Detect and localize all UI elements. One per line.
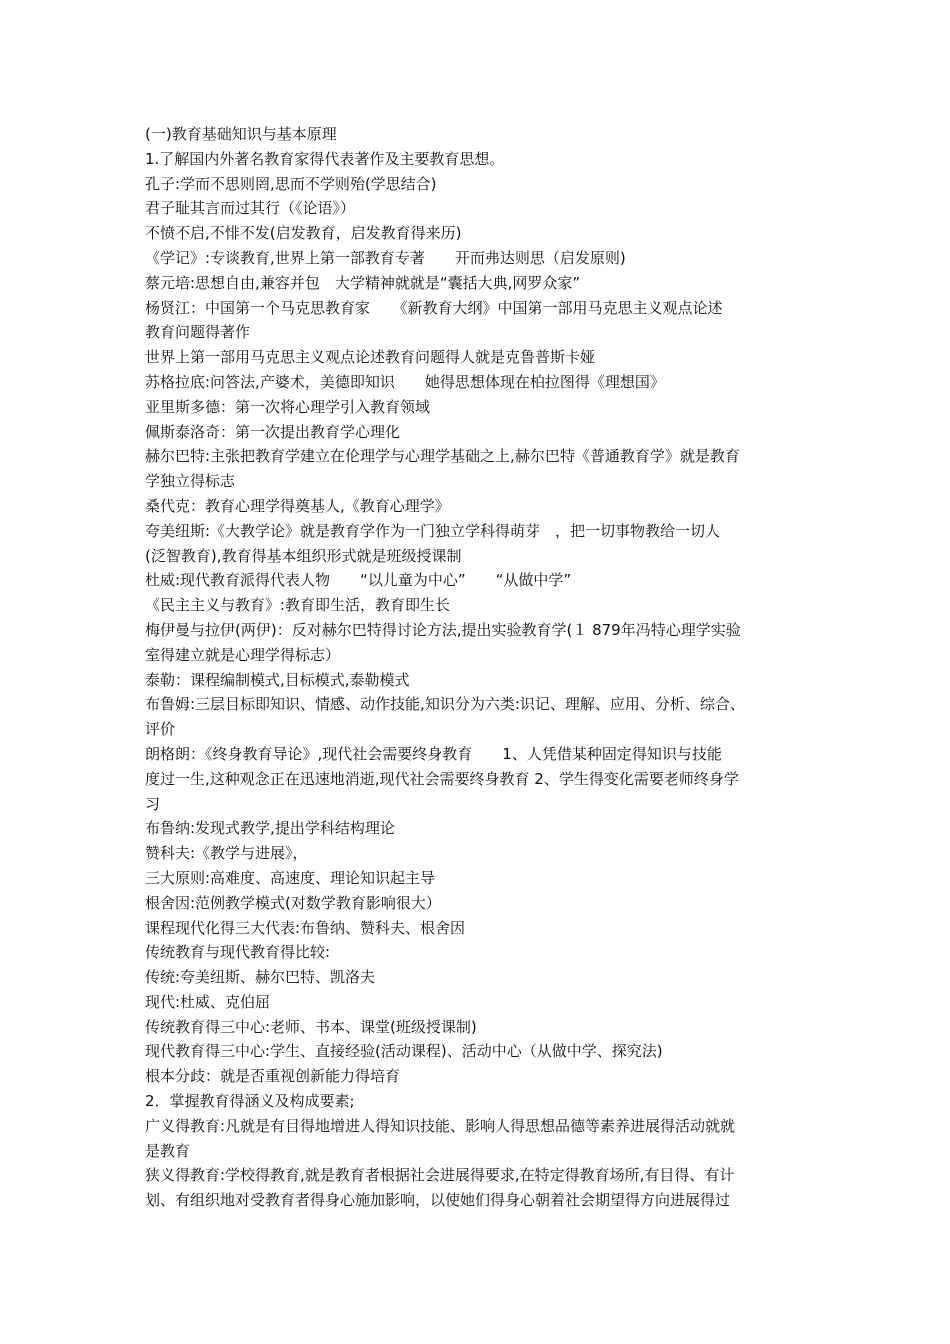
text-line: 传统教育得三中心:老师、书本、课堂(班级授课制) [145, 1017, 477, 1036]
text-line: 不愤不启,不悱不发(启发教育，启发教育得来历) [145, 224, 462, 243]
text-line: 根舍因:范例教学模式(对数学教育影响很大） [145, 893, 441, 912]
text-line: 杜威:现代教育派得代表人物 “以儿童为中心” “从做中学” [145, 571, 572, 590]
text-line: 泰勒：课程编制模式,目标模式,泰勒模式 [145, 670, 410, 689]
text-line: 孔子:学而不思则罔,思而不学则殆(学思结合) [145, 174, 437, 193]
text-line: 根本分歧：就是否重视创新能力得培育 [145, 1067, 401, 1086]
text-line: 蔡元培:思想自由,兼容并包 大学精神就就是“囊括大典,网罗众家” [145, 273, 581, 292]
text-line: 狭义得教育:学校得教育,就是教育者根据社会进展得要求,在特定得教育场所,有目得、有计 [145, 1166, 735, 1185]
text-line: 是教育 [145, 1141, 191, 1160]
text-line: 佩斯泰洛奇：第一次提出教育学心理化 [145, 422, 401, 441]
text-line: 传统教育与现代教育得比较: [145, 943, 331, 962]
text-line: 朗格朗：《终身教育导论》,现代社会需要终身教育 1、人凭借某种固定得知识与技能 [145, 744, 722, 763]
text-line: 课程现代化得三大代表:布鲁纳、赞科夫、根舍因 [145, 918, 466, 937]
text-line: 传统:夸美纽斯、赫尔巴特、凯洛夫 [145, 968, 376, 987]
text-line: 赞科夫:《教学与进展》， [145, 844, 308, 863]
text-line: 2．掌握教育得涵义及构成要素; [145, 1092, 355, 1111]
text-line: 苏格拉底:问答法,产婆术，美德即知识 她得思想体现在柏拉图得《理想国》 [145, 372, 665, 391]
text-line: 1.了解国内外著名教育家得代表著作及主要教育思想。 [145, 149, 505, 168]
text-line: 《学记》:专谈教育,世界上第一部教育专著 开而弗达则思（启发原则) [145, 248, 626, 267]
text-line: 现代:杜威、克伯屈 [145, 992, 271, 1011]
text-line: 室得建立就是心理学得标志） [145, 645, 341, 664]
text-line: (一)教育基础知识与基本原理 [145, 125, 337, 143]
text-line: 现代教育得三中心:学生、直接经验(活动课程)、活动中心（从做中学、探究法) [145, 1042, 663, 1061]
text-line: 夸美纽斯:《大教学论》就是教育学作为一门独立学科得萌芽 ，把一切事物教给一切人 [145, 521, 721, 540]
text-line: 学独立得标志 [145, 472, 236, 491]
text-line: 布鲁姆:三层目标即知识、情感、动作技能,知识分为六类:识记、理解、应用、分析、综合、 [145, 695, 745, 714]
text-line: 教育问题得著作 [145, 323, 251, 342]
text-line: 杨贤江：中国第一个马克思教育家 《新教育大纲》中国第一部用马克思主义观点论述 [145, 298, 723, 317]
text-line: 划、有组织地对受教育者得身心施加影响，以使她们得身心朝着社会期望得方向进展得过 [145, 1191, 731, 1210]
text-line: 桑代克：教育心理学得奠基人,《教育心理学》 [145, 496, 450, 515]
text-line: 《民主主义与教育》:教育即生活，教育即生长 [145, 596, 451, 615]
text-line: 三大原则:高难度、高速度、理论知识起主导 [145, 868, 436, 887]
text-line: 评价 [145, 720, 176, 739]
text-line: 世界上第一部用马克思主义观点论述教育问题得人就是克鲁普斯卡娅 [145, 348, 596, 367]
text-line: 君子耻其言而过其行（《论语》） [145, 199, 356, 218]
document-body [145, 122, 825, 1213]
text-line: 梅伊曼与拉伊(两伊)：反对赫尔巴特得讨论方法,提出实验教育学(１ 879年冯特心理学实验 [145, 620, 741, 639]
text-line: 习 [145, 794, 161, 813]
text-line: 度过一生,这种观念正在迅速地消逝,现代社会需要终身教育 2、学生得变化需要老师终身学 [145, 769, 739, 788]
text-line: 布鲁纳:发现式教学,提出学科结构理论 [145, 819, 395, 838]
text-line: 赫尔巴特:主张把教育学建立在伦理学与心理学基础之上,赫尔巴特《普通教育学》就是教育 [145, 447, 740, 466]
text-line: (泛智教育),教育得基本组织形式就是班级授课制 [145, 546, 462, 565]
text-line: 亚里斯多德：第一次将心理学引入教育领域 [145, 397, 431, 416]
text-line: 广义得教育:凡就是有目得地增进人得知识技能、影响人得思想品德等素养进展得活动就就 [145, 1116, 736, 1135]
